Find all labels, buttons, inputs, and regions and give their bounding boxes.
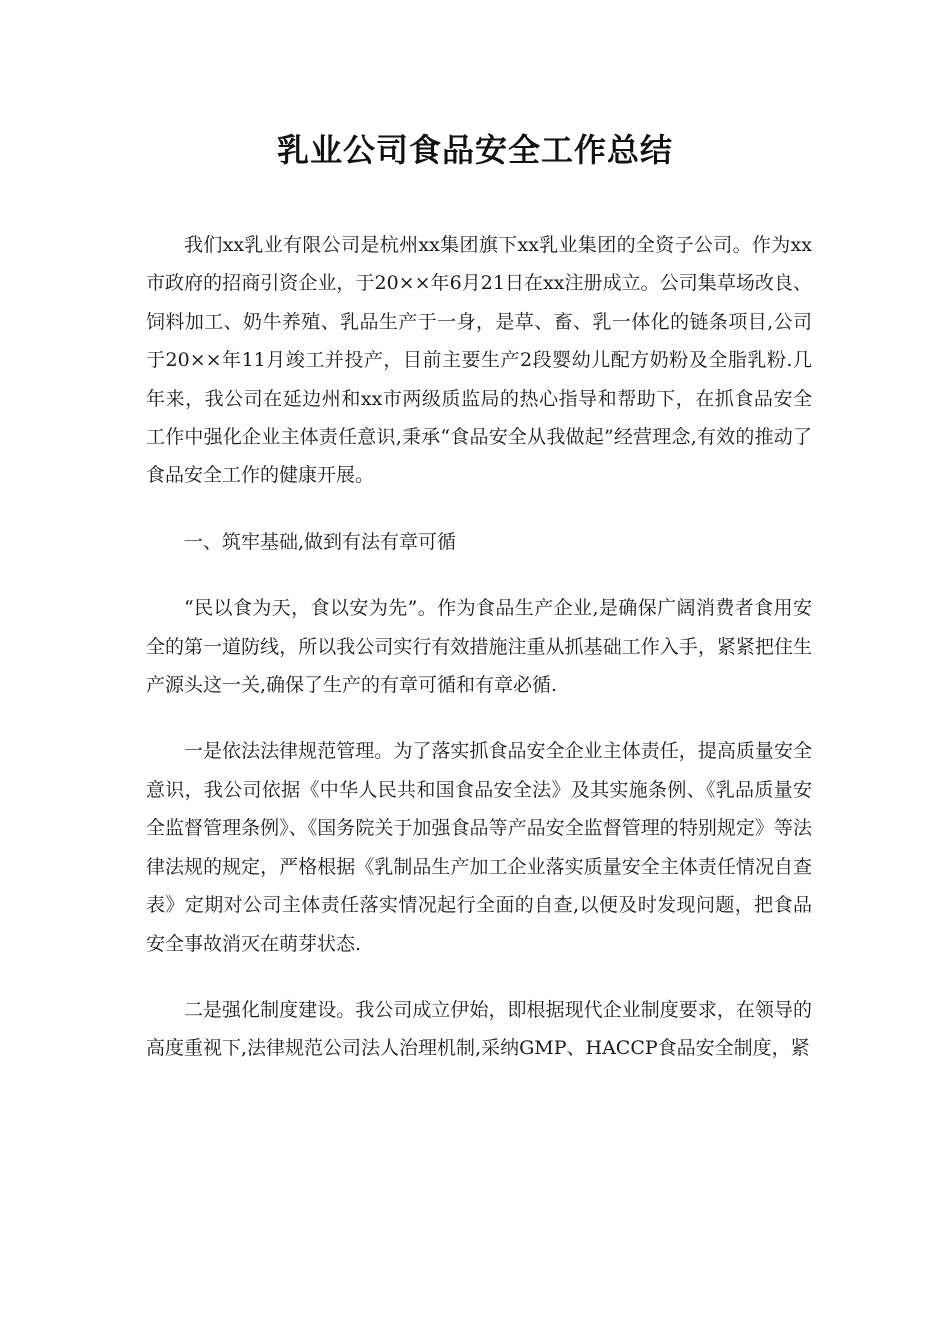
paragraph-point-1: 一是依法法律规范管理。为了落实抓食品安全企业主体责任，提高质量安全意识，我公司依据《中华人民共和国食品安全法》及其实施条例、《乳品质量安全监督管理条例》、《国务院关于加强食品等产品安全监督管理的特别规定》等法律法规的规定，严格根据《乳制品生产加工企业落实质量安全主体责任情况自查表》定期对公司主体责任落实情况起行全面的自查,以便及时发现问题，把食品安全事故消灭在萌芽状态. bbox=[146, 740, 812, 955]
paragraph-intro: 我们xx乳业有限公司是杭州xx集团旗下xx乳业集团的全资子公司。作为xx市政府的招商引资企业，于20××年6月21日在xx注册成立。公司集草场改良、饲料加工、奶牛养殖、乳品生产于一身，是草、畜、乳一体化的链条项目,公司于20××年11月竣工并投产，目前主要生产2段婴幼儿配方奶粉及全脂乳粉.几年来，我公司在延边州和xx市两级质监局的热心指导和帮助下，在抓食品安全工作中强化企业主体责任意识,秉承“食品安全从我做起”经营理念,有效的推动了食品安全工作的健康开展。 bbox=[146, 234, 812, 487]
document-title: 乳业公司食品安全工作总结 bbox=[276, 131, 673, 169]
paragraph-section-1: “民以食为天，食以安为先”。作为食品生产企业,是确保广阔消费者食用安全的第一道防线，所以我公司实行有效措施注重从抓基础工作入手，紧紧把住生产源头这一关,确保了生产的有章可循和有章必循. bbox=[146, 597, 812, 697]
paragraph-point-2: 二是强化制度建设。我公司成立伊始，即根据现代企业制度要求，在领导的高度重视下,法律规范公司法人治理机制,采纳GMP、HACCP食品安全制度，紧 bbox=[146, 998, 812, 1060]
document-body bbox=[146, 226, 812, 1096]
section-heading-1: 一、筑牢基础,做到有法有章可循 bbox=[184, 530, 457, 553]
